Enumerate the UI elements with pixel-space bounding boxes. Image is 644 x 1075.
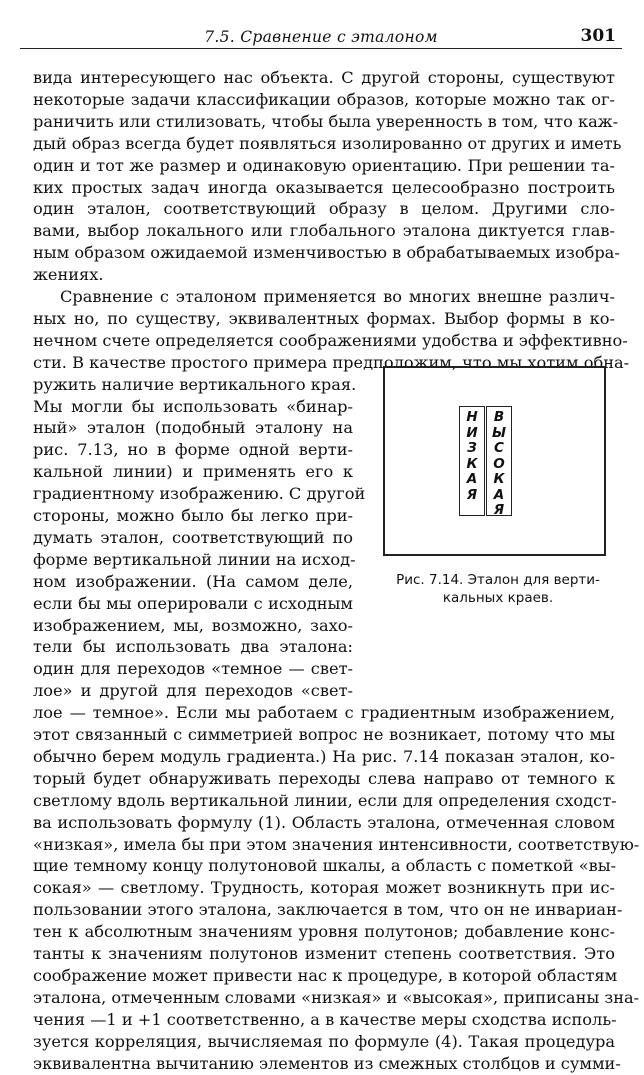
- text-line: раничить или стилизовать, чтобы была уверенность в том, что каж-: [33, 111, 619, 131]
- page-number: 301: [580, 26, 616, 46]
- low-letter: К: [466, 455, 478, 472]
- low-letter: Н: [466, 409, 478, 425]
- text-line: рис. 7.13, но в форме одной верти-: [33, 440, 353, 460]
- text-line: вида интересующего нас объекта. С другой стороны, существуют: [33, 68, 615, 87]
- low-region: [459, 406, 485, 516]
- text-line: форме вертикальной линии на исход-: [33, 549, 356, 569]
- text-line: светлому вдоль вертикальной линии, если для определения сходст-: [33, 790, 617, 810]
- text-line: нечном счете определяется соображениями удобства и эффективно-: [33, 330, 628, 350]
- low-letter: З: [467, 440, 477, 456]
- text-line: ных но, по существу, эквивалентных формах. Выбор формы в ко-: [33, 308, 615, 328]
- text-line: «низкая», имела бы при этом значения интенсивности, соответствую-: [33, 834, 640, 854]
- text-line: зуется корреляция, вычисляемая по формуле (4). Такая процедура: [33, 1031, 615, 1051]
- high-letter: Ы: [492, 424, 506, 441]
- high-letter: О: [493, 455, 505, 472]
- text-line: пользовании этого эталона, заключается в том, что он не инвариан-: [33, 900, 623, 920]
- text-line: лое» и другой для переходов «свет-: [33, 681, 353, 701]
- text-line: ным образом ожидаемой изменчивостью в обрабатываемых изобра-: [33, 243, 620, 263]
- text-line: ких простых задач иногда оказывается целесообразно построить: [33, 177, 615, 197]
- text-line: тели бы использовать два эталона:: [33, 637, 353, 657]
- text-line: изображением, мы, возможно, захо-: [33, 615, 353, 635]
- page-header: [20, 26, 622, 49]
- text-line: стороны, можно было бы легко при-: [33, 506, 353, 525]
- high-region: [486, 406, 512, 516]
- text-line: эквивалентна вычитанию элементов из смежных столбцов и сумми-: [33, 1053, 621, 1073]
- low-letter: И: [466, 424, 478, 441]
- high-letter: В: [493, 409, 505, 425]
- text-line: танты к значениям полутонов изменит степень соответствия. Это: [33, 944, 615, 963]
- high-letter: А: [493, 486, 505, 503]
- text-line: один для переходов «темное — свет-: [33, 659, 353, 679]
- text-line: один и тот же размер и одинаковую ориентацию. При решении та-: [33, 155, 615, 175]
- text-line: градиентному изображению. С другой: [33, 484, 366, 504]
- text-line: щие темному концу полутоновой шкалы, а область с пометкой «вы-: [33, 856, 617, 876]
- text-line: торый будет обнаруживать переходы слева направо от темного к: [33, 768, 615, 788]
- text-line: Сравнение с эталоном применяется во многих внешне различ-: [60, 287, 615, 306]
- text-line: ва использовать формулу (1). Область эталона, отмеченная словом: [33, 812, 615, 832]
- text-line: лое — темное». Если мы работаем с градиентным изображением,: [33, 703, 615, 723]
- text-line: сокая» — светлому. Трудность, которая может возникнуть при ис-: [33, 878, 615, 898]
- text-line: некоторые задачи классификации образов, которые можно так ог-: [33, 89, 615, 109]
- text-line: ружить наличие вертикального края.: [33, 374, 357, 394]
- text-line: обычно берем модуль градиента.) На рис. 7.14 показан эталон, ко-: [33, 746, 615, 766]
- text-line: дый образ всегда будет появляться изолированно от других и иметь: [33, 133, 622, 153]
- figure-7-14: [383, 366, 606, 556]
- caption-line: кальных краев.: [442, 590, 554, 606]
- text-line: один эталон, соответствующий образу в целом. Другими сло-: [33, 199, 615, 219]
- text-line: если бы мы оперировали с исходным: [33, 593, 353, 613]
- text-line: сти. В качестве простого примера предположим, что мы хотим обна-: [33, 352, 630, 372]
- figure-caption: [383, 571, 613, 607]
- text-line: чения —1 и +1 соответственно, а в качестве меры сходства исполь-: [33, 1009, 617, 1029]
- text-line: думать эталон, соответствующий по: [33, 527, 353, 547]
- text-line: ном изображении. (На самом деле,: [33, 571, 353, 591]
- high-letter: Я: [493, 502, 505, 518]
- high-letter: К: [493, 471, 505, 487]
- caption-line: Рис. 7.14. Эталон для верти-: [396, 572, 600, 588]
- text-line: кальной линии) и применять его к: [33, 462, 353, 482]
- high-letter: С: [494, 440, 504, 456]
- text-line: жениях.: [33, 265, 104, 285]
- text-line: соображение может привести нас к процедуре, в которой областям: [33, 965, 618, 985]
- text-line: вами, выбор локального или глобального эталона диктуется глав-: [33, 221, 615, 241]
- text-line: эталона, отмеченным словами «низкая» и «высокая», приписаны зна-: [33, 987, 640, 1007]
- text-line: Мы могли бы использовать «бинар-: [33, 396, 353, 416]
- low-letter: А: [466, 471, 478, 487]
- running-title: 7.5. Сравнение с эталоном: [204, 28, 438, 46]
- text-line: ный» эталон (подобный эталону на: [33, 418, 353, 438]
- text-line: этот связанный с симметрией вопрос не возникает, потому что мы: [33, 725, 615, 744]
- text-line: тен к абсолютным значениям уровня полутонов; добавление конс-: [33, 922, 615, 942]
- low-letter: Я: [466, 486, 478, 503]
